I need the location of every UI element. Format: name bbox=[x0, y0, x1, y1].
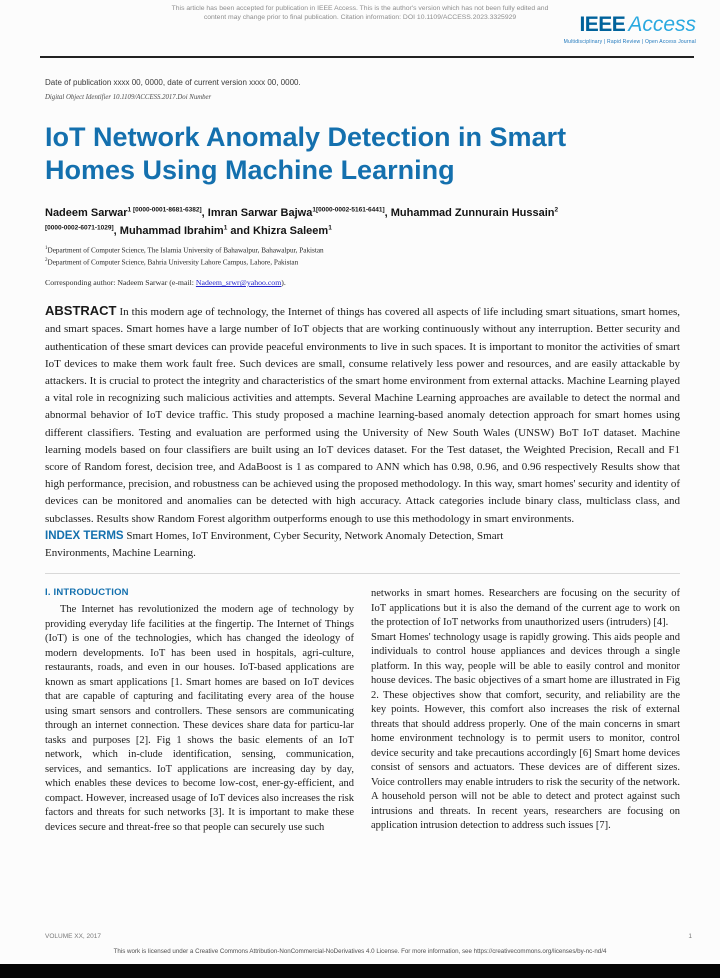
author: Imran Sarwar Bajwa$^{1[0000-0002-5161-6441]}$, bbox=[207, 206, 391, 219]
author: Muhammad Ibrahim$^1$ and bbox=[119, 224, 253, 238]
abstract-paragraph bbox=[45, 302, 680, 528]
acceptance-notice-line2: content may change prior to final publication. Citation information: DOI 10.1109/ACCESS.2023.3325929 bbox=[203, 14, 517, 21]
ieee-access-logo bbox=[564, 14, 696, 45]
author-orcid-sup: 1 bbox=[328, 224, 332, 232]
publication-meta bbox=[45, 78, 680, 101]
access-logo-text: Access bbox=[628, 13, 696, 36]
introduction-col2-paragraph1: networks in smart homes. Researchers are focusing on the security of IoT applications but it is also the demand of the current age to work on the protection of IoT networks from unauthorized users (intruders) [4]. bbox=[371, 588, 680, 629]
corresponding-email-link[interactable]: Nadeem_srwr@yahoo.com bbox=[195, 278, 282, 288]
index-terms-text: Smart Homes, IoT Environment, Cyber Security, Network Anomaly Detection, Smart Environments, Machine Learning. bbox=[45, 529, 504, 559]
body-columns bbox=[45, 587, 680, 835]
section-divider bbox=[45, 573, 680, 574]
affiliation: $^1$Department of Computer Science, The Islamia University of Bahawalpur, Bahawalpur, Pakistan bbox=[45, 246, 324, 255]
license-line: This work is licensed under a Creative Commons Attribution-NonCommercial-NoDerivatives 4.0 License. For more information, see https://creativecommons.org/licenses/by-nc-nd/4 bbox=[113, 948, 607, 955]
introduction-col1-text: The Internet has revolutionized the modern age of technology by providing everyday life facilities at the fingertip. The Internet of Things (IoT) is one of the technologies, which has changed the ideology of modern developments. IoT has been used in hospitals, agri-culture, restaurants, roads, and even in our houses. IoT-based applications are known as smart applications [1. Smart homes are based on IoT devices that are capable of capturing and facilitating every area of the house using smart sensors and controllers. These sensors are communicating through an internet connection. These devices share data for particu-lar tasks and purposes [2]. Fig 1 shows the basic elements of an IoT network, which in-clude identification, sensing, communication, services, and semantics. IoT applications are increasing day by day, which enables these devices to become low-cost, ener-gy-efficient, and compact. However, increased usage of IoT devices also increases the risk factors and threats for such networks [3]. It is important to make these devices secure and threat-free so that people can securely use such bbox=[45, 604, 354, 833]
left-column bbox=[45, 587, 354, 835]
author: Muhammad Zunnurain Hussain$^{2 [0000-0002-6071-1029]}$, bbox=[45, 206, 559, 238]
affiliation: $^2$Department of Computer Science, Bahria University Lahore Campus, Lahore, Pakistan bbox=[45, 258, 299, 267]
ieee-access-logo-text bbox=[564, 14, 696, 38]
affiliation-list bbox=[45, 244, 680, 268]
header-rule bbox=[40, 56, 694, 58]
author: Nadeem Sarwar$^{1 [0000-0001-8681-6382]}$, bbox=[45, 206, 208, 219]
page-header bbox=[0, 0, 720, 58]
abstract-label: ABSTRACT bbox=[45, 303, 117, 319]
publication-date: Date of publication xxxx 00, 0000, date of current version xxxx 00, 0000. bbox=[45, 78, 301, 87]
footer-meta bbox=[45, 933, 692, 940]
right-column bbox=[371, 587, 680, 835]
author-orcid-sup: 1 bbox=[223, 224, 228, 232]
acceptance-notice-line1: This article has been accepted for publication in IEEE Access. This is the author's version which has not been fully edited and bbox=[171, 5, 549, 12]
abstract-text: In this modern age of technology, the Internet of things has covered all aspects of life including smart situations, smart homes, and smart spaces. Smart homes have a large number of IoT objects that are working continuously without any interruption. Better security and authentication of these smart devices can provide peaceful environments to live in such spaces. It is important to monitor the activities of smart IoT devices to make them work fault free. Such devices are small, consume relatively less power and resources, and are easily attackable by attackers. It is crucial to protect the integrity and characteristics of the smart home environment from external attacks. Machine Learning played a vital role in recognizing such malicious activities and attempts. Several Machine Learning approaches are available to detect the normal and abnormal behavior of IoT device traffic. This study proposed a machine learning-based anomaly detection approach for smart homes using different classifiers. Testing and evaluation are performed using the University of New South Wales (UNSW) BoT IoT dataset. Machine learning models based on four classifiers are built using an IoT devices dataset. For the Test dataset, the Weighted Precision, Recall and F1 score of Random forest, decision tree, and AdaBoost is 1 as compared to ANN which has 0.98, 0.96, and 0.96 respectively Results show that high performance, precision, and robustness can be achieved using the proposed methodology. In this way, smart homes' security and identity of devices can be monitored and anomalies can be detected with high accuracy. Attack categories include binary class, multiclass class, and subclasses. Results show Random Forest algorithm outperforms enough to use this methodology in smart environments. bbox=[45, 306, 680, 525]
volume-label: VOLUME XX, 2017 bbox=[45, 933, 101, 940]
corresponding-author: Corresponding author: Nadeem Sarwar (e-mail: Nadeem_srwr@yahoo.com). bbox=[45, 278, 286, 288]
author-list bbox=[45, 202, 565, 239]
index-terms-paragraph bbox=[45, 528, 550, 562]
index-terms-label: INDEX TERMS bbox=[45, 529, 124, 542]
paper-title: IoT Network Anomaly Detection in Smart Homes Using Machine Learning bbox=[45, 122, 567, 185]
introduction-col2-paragraph2: Smart Homes' technology usage is rapidly growing. This aids people and individuals to control house appliances and devices through a single platform. In this way, people will be able to easily control and monitor house devices. The basic objectives of a smart home are illustrated in Fig 2. These objectives show that comfort, security, and reliability are the key points. However, this comfort also increases the risk of external threats that should address properly. One of the main concerns in smart home environment technology is to permit users to monitor, control device security and take precautions accordingly [6] Smart home devices consist of sensors and actuators. These devices are of different sizes. Voice controllers may enable intruders to risk the security of the network. A household person will not be able to detect and protect against such intrusions and threats. In recent years, researchers are focusing on application intrusion detection to address such issues [7]. bbox=[371, 631, 680, 832]
author-orcid-sup: 1[0000-0002-5161-6441] bbox=[312, 206, 385, 213]
author: Khizra Saleem$^1$ bbox=[253, 224, 332, 238]
introduction-heading: I. INTRODUCTION bbox=[45, 587, 129, 599]
journal-tagline: Multidisciplinary | Rapid Review | Open Access Journal bbox=[563, 39, 696, 45]
page-number: 1 bbox=[688, 933, 692, 940]
bottom-bar bbox=[0, 964, 720, 978]
doi-line: Digital Object Identifier 10.1109/ACCESS.2017.Doi Number bbox=[45, 94, 212, 101]
author-orcid-sup: 1 [0000-0001-8681-6382] bbox=[127, 206, 202, 213]
ieee-logo-text: IEEE bbox=[579, 13, 626, 36]
author-orcid-sup: 2 [0000-0002-6071-1029] bbox=[45, 206, 559, 232]
